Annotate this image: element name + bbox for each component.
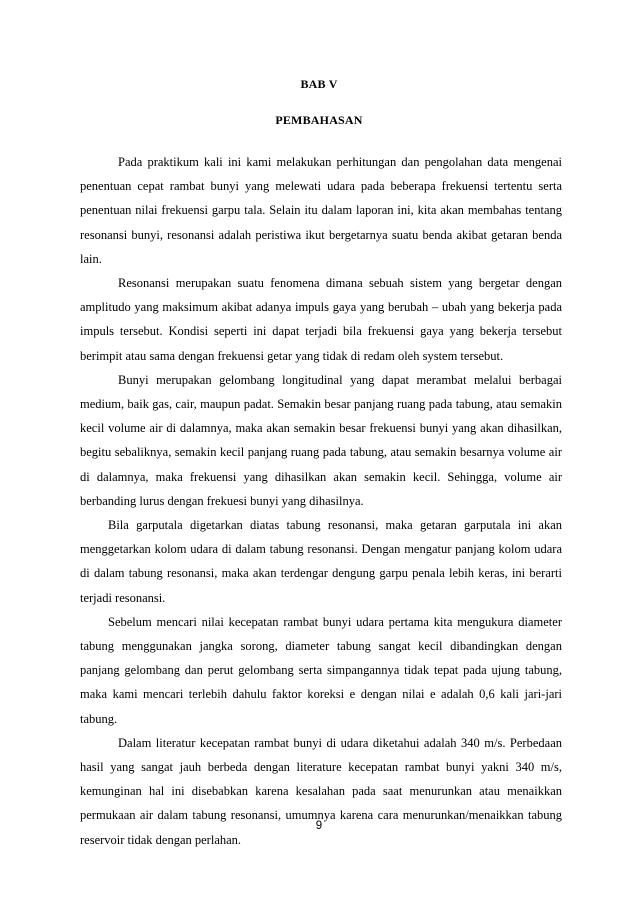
paragraph-garputala: Bila garputala digetarkan diatas tabung resonansi, maka getaran garputala ini akan menggetarkan kolom udara di dalam tabung resonansi. Dengan mengatur panjang kolom udara di dalam tabung resonansi, maka akan terdengar dengung garpu penala lebih keras, ini berarti terjadi resonansi. — [80, 518, 562, 605]
chapter-title: PEMBAHASAN — [275, 113, 363, 127]
body-text — [80, 150, 562, 852]
paragraph-bunyi: Bunyi merupakan gelombang longitudinal yang dapat merambat melalui berbagai medium, baik gas, cair, maupun padat. Semakin besar panjang ruang pada tabung, atau semakin kecil volume air di dalamnya, maka akan semakin besar frekuensi bunyi yang akan dihasilkan, begitu sebaliknya, semakin kecil panjang ruang pada tabung, atau semakin besarnya volume air di dalamnya, maka frekuensi yang dihasilkan akan semakin kecil. Sehingga, volume air berbanding lurus dengan frekuesi bunyi yang dihasilnya. — [80, 372, 562, 508]
paragraph-intro: Pada praktikum kali ini kami melakukan perhitungan dan pengolahan data mengenai penentuan cepat rambat bunyi yang melewati udara pada beberapa frekuensi tertentu serta penentuan nilai frekuensi garpu tala. Selain itu dalam laporan ini, kita akan membahas tentang resonansi bunyi, resonansi adalah peristiwa ikut bergetarnya suatu benda akibat getaran benda lain. — [80, 155, 562, 266]
page-number: 9 — [315, 820, 323, 832]
paragraph-resonansi: Resonansi merupakan suatu fenomena dimana sebuah sistem yang bergetar dengan amplitudo yang maksimum akibat adanya impuls gaya yang berubah – ubah yang bekerja pada impuls tersebut. Kondisi seperti ini dapat terjadi bila frekuensi gaya yang bekerja tersebut berimpit atau sama dengan frekuensi getar yang tidak di redam oleh system tersebut. — [80, 276, 562, 363]
chapter-number: BAB V — [300, 77, 338, 91]
paragraph-literatur: Dalam literatur kecepatan rambat bunyi di udara diketahui adalah 340 m/s. Perbedaan hasil yang sangat jauh berbeda dengan literature kecepatan rambat bunyi yakni 340 m/s, kemunginan hal ini disebabkan karena kesalahan pada saat menurunkan atau menaikkan permukaan air dalam tabung resonansi, umumnya karena cara menurunkan/menaikkan tabung reservoir tidak dengan perlahan. — [80, 735, 562, 847]
paragraph-diameter: Sebelum mencari nilai kecepatan rambat bunyi udara pertama kita mengukura diameter tabung menggunakan jangka sorong, diameter tabung sangat kecil dibandingkan dengan panjang gelombang dan perut gelombang serta simpangannya tidak tepat pada ujung tabung, maka kami mencari terlebih dahulu faktor koreksi e dengan nilai e adalah 0,6 kali jari-jari tabung. — [80, 614, 562, 726]
